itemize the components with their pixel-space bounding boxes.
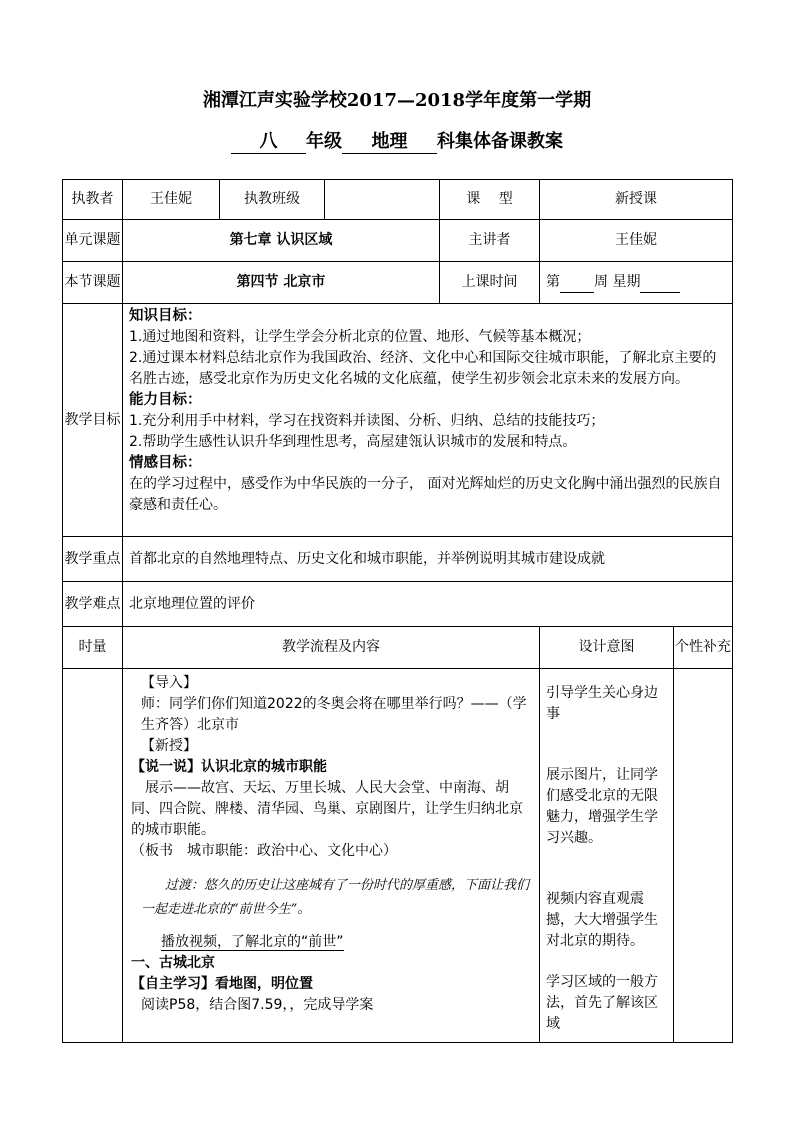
process-content xyxy=(123,669,540,1043)
section-1-title: 一、古城北京 xyxy=(131,955,215,971)
row-unit xyxy=(63,220,733,262)
col-design: 设计意图 xyxy=(540,627,674,669)
row-difficulties xyxy=(63,582,733,627)
new-tag: 【新授】 xyxy=(141,738,197,754)
col-process: 教学流程及内容 xyxy=(123,627,540,669)
objectives-content xyxy=(123,304,733,537)
teacher-value: 王佳妮 xyxy=(123,180,220,220)
section-label: 本节课题 xyxy=(63,262,123,304)
lesson-plan-table xyxy=(62,179,733,1043)
grade-value: 八 xyxy=(231,127,306,154)
knowledge-title: 知识目标： xyxy=(129,308,202,324)
intro-tag: 【导入】 xyxy=(141,675,197,691)
difficulties-text: 北京地理位置的评价 xyxy=(123,582,733,627)
design-1: 引导学生关心身边事 xyxy=(546,685,658,722)
say-title: 【说一说】认识北京的城市职能 xyxy=(131,759,327,775)
subject-value: 地理 xyxy=(342,127,437,154)
subject-suffix: 科集体备课教案 xyxy=(437,131,563,152)
speaker-label: 主讲者 xyxy=(440,220,540,262)
row-objectives xyxy=(63,304,733,537)
design-2: 展示图片，让同学们感受北京的无限魅力，增强学生学习兴趣。 xyxy=(546,767,658,846)
objectives-label: 教学目标 xyxy=(63,304,123,537)
time-week: 周 星期 xyxy=(594,273,641,290)
design-3: 视频内容直观震撼，大大增强学生对北京的期待。 xyxy=(546,891,658,949)
video-text: 播放视频，了解北京的“前世” xyxy=(161,934,344,950)
read-text: 阅读P58，结合图7.59，，完成导学案 xyxy=(141,997,374,1013)
board-text: （板书 城市职能：政治中心、文化中心） xyxy=(131,843,397,859)
section-value: 第四节 北京市 xyxy=(123,262,440,304)
time-di: 第 xyxy=(546,273,560,290)
show-text: 展示——故宫、天坛、万里长城、人民大会堂、中南海、胡同、四合院、牌楼、清华园、鸟巢、京剧图片，让学生归纳北京的城市职能。 xyxy=(131,780,523,838)
time-cell xyxy=(63,669,123,1043)
grade-suffix: 年级 xyxy=(306,131,342,152)
row-section xyxy=(63,262,733,304)
class-value xyxy=(325,180,440,220)
ability-1: 1.充分利用手中材料，学习在找资料并读图、分析、归纳、总结的技能技巧； xyxy=(129,413,605,429)
ability-2: 2.帮助学生感性认识升华到理性思考，高屋建瓴认识城市的发展和特点。 xyxy=(129,434,577,450)
time-label: 上课时间 xyxy=(440,262,540,304)
key-points-text: 首都北京的自然地理特点、历史文化和城市职能，并举例说明其城市建设成就 xyxy=(123,537,733,582)
row-column-headers xyxy=(63,627,733,669)
type-value: 新授课 xyxy=(540,180,733,220)
row-process xyxy=(63,669,733,1043)
difficulties-label: 教学难点 xyxy=(63,582,123,627)
unit-value: 第七章 认识区域 xyxy=(123,220,440,262)
school-term-title: 湘潭江声实验学校2017—2018学年度第一学期 xyxy=(202,90,592,111)
plan-title xyxy=(0,127,794,154)
emotion-title: 情感目标： xyxy=(129,455,202,471)
ability-title: 能力目标： xyxy=(129,392,202,408)
emotion-1: 在的学习过程中，感受作为中华民族的一分子， 面对光辉灿烂的历史文化胸中涌出强烈的民族自豪感和责任心。 xyxy=(129,476,722,513)
personal-cell xyxy=(674,669,733,1043)
time-value xyxy=(540,262,733,304)
col-personal: 个性补充 xyxy=(674,627,733,669)
design-content xyxy=(540,669,674,1043)
speaker-value: 王佳妮 xyxy=(540,220,733,262)
knowledge-1: 1.通过地图和资料，让学生学会分析北京的位置、地形、气候等基本概况； xyxy=(129,329,591,345)
row-key-points xyxy=(63,537,733,582)
key-points-label: 教学重点 xyxy=(63,537,123,582)
class-label: 执教班级 xyxy=(220,180,325,220)
unit-label: 单元课题 xyxy=(63,220,123,262)
self-study-title: 【自主学习】看地图，明位置 xyxy=(131,976,313,992)
design-4: 学习区域的一般方法，首先了解该区域 xyxy=(546,974,658,1032)
transition-text: 过渡：悠久的历史让这座城有了一份时代的厚重感，下面让我们一起走进北京的“前世今生”。 xyxy=(141,878,530,917)
intro-text: 师：同学们你们知道2022的冬奥会将在哪里举行吗？——（学生齐答）北京市 xyxy=(141,696,527,733)
col-time: 时量 xyxy=(63,627,123,669)
knowledge-2: 2.通过课本材料总结北京作为我国政治、经济、文化中心和国际交往城市职能，了解北京主要的名胜古迹，感受北京作为历史文化名城的文化底蕴，使学生初步领会北京未来的发展方向。 xyxy=(129,350,717,387)
teacher-label: 执教者 xyxy=(63,180,123,220)
type-label: 课 型 xyxy=(440,180,540,220)
row-teacher xyxy=(63,180,733,220)
